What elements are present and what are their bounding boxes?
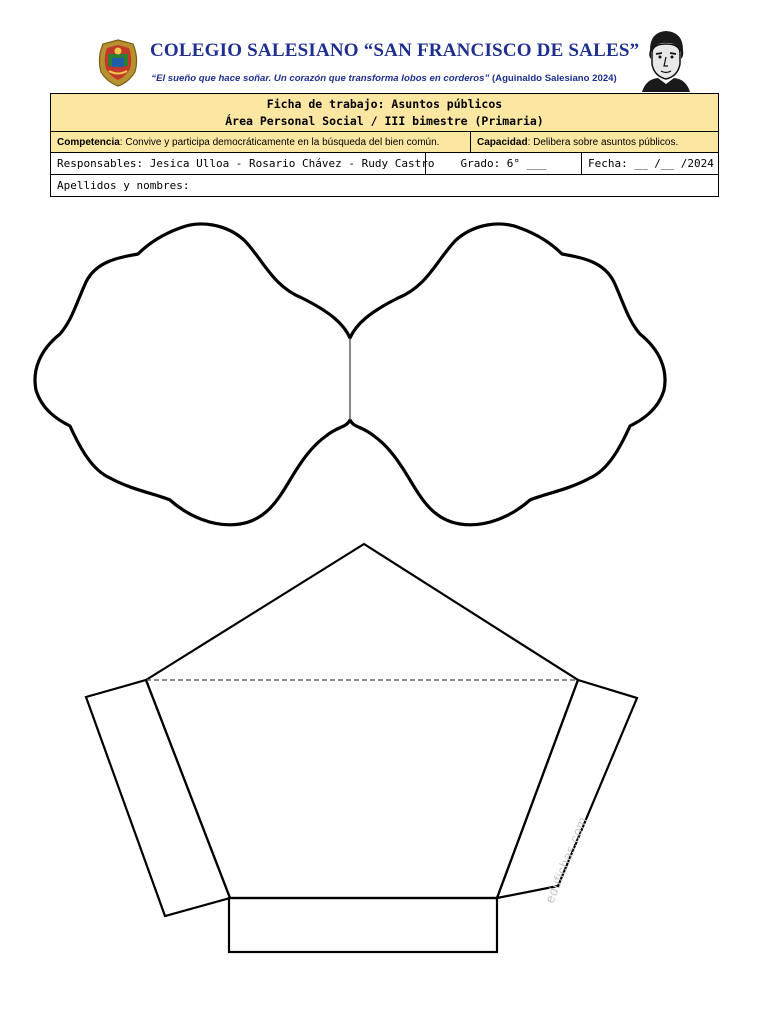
left-side-flap	[86, 680, 230, 916]
don-bosco-portrait	[636, 26, 696, 92]
responsables-field: Responsables: Jesica Ulloa - Rosario Chávez - Rudy Castro	[51, 153, 426, 175]
capacidad-cell	[471, 132, 719, 153]
worksheet-info-table	[50, 93, 719, 197]
pentagon-body	[146, 544, 578, 898]
motto	[130, 73, 638, 84]
motto-quote: “El sueño que hace soñar. Un corazón que transforma lobos en corderos”	[151, 73, 490, 84]
bottom-flap	[229, 898, 497, 952]
school-name: COLEGIO SALESIANO “SAN FRANCISCO DE SALES”	[150, 40, 640, 61]
apellidos-field: Apellidos y nombres:	[51, 175, 719, 197]
cutout-template	[0, 200, 768, 1024]
title-line-2: Área Personal Social / III bimestre (Primaria)	[225, 113, 544, 128]
title-line-1: Ficha de trabajo: Asuntos públicos	[266, 96, 503, 111]
capacidad-text: : Delibera sobre asuntos públicos.	[527, 136, 679, 148]
worksheet-title	[51, 94, 719, 132]
fecha-field: Fecha: __ /__ /2024	[582, 153, 719, 175]
capacidad-label: Capacidad	[477, 136, 528, 148]
competencia-text: : Convive y participa democráticamente en la búsqueda del bien común.	[119, 136, 440, 148]
competencia-label: Competencia	[57, 136, 120, 148]
edufichas-watermark: edufichas.com	[541, 814, 591, 906]
grado-field: Grado: 6° ___	[426, 153, 582, 175]
motto-source: (Aguinaldo Salesiano 2024)	[491, 73, 617, 84]
competencia-cell	[51, 132, 471, 153]
